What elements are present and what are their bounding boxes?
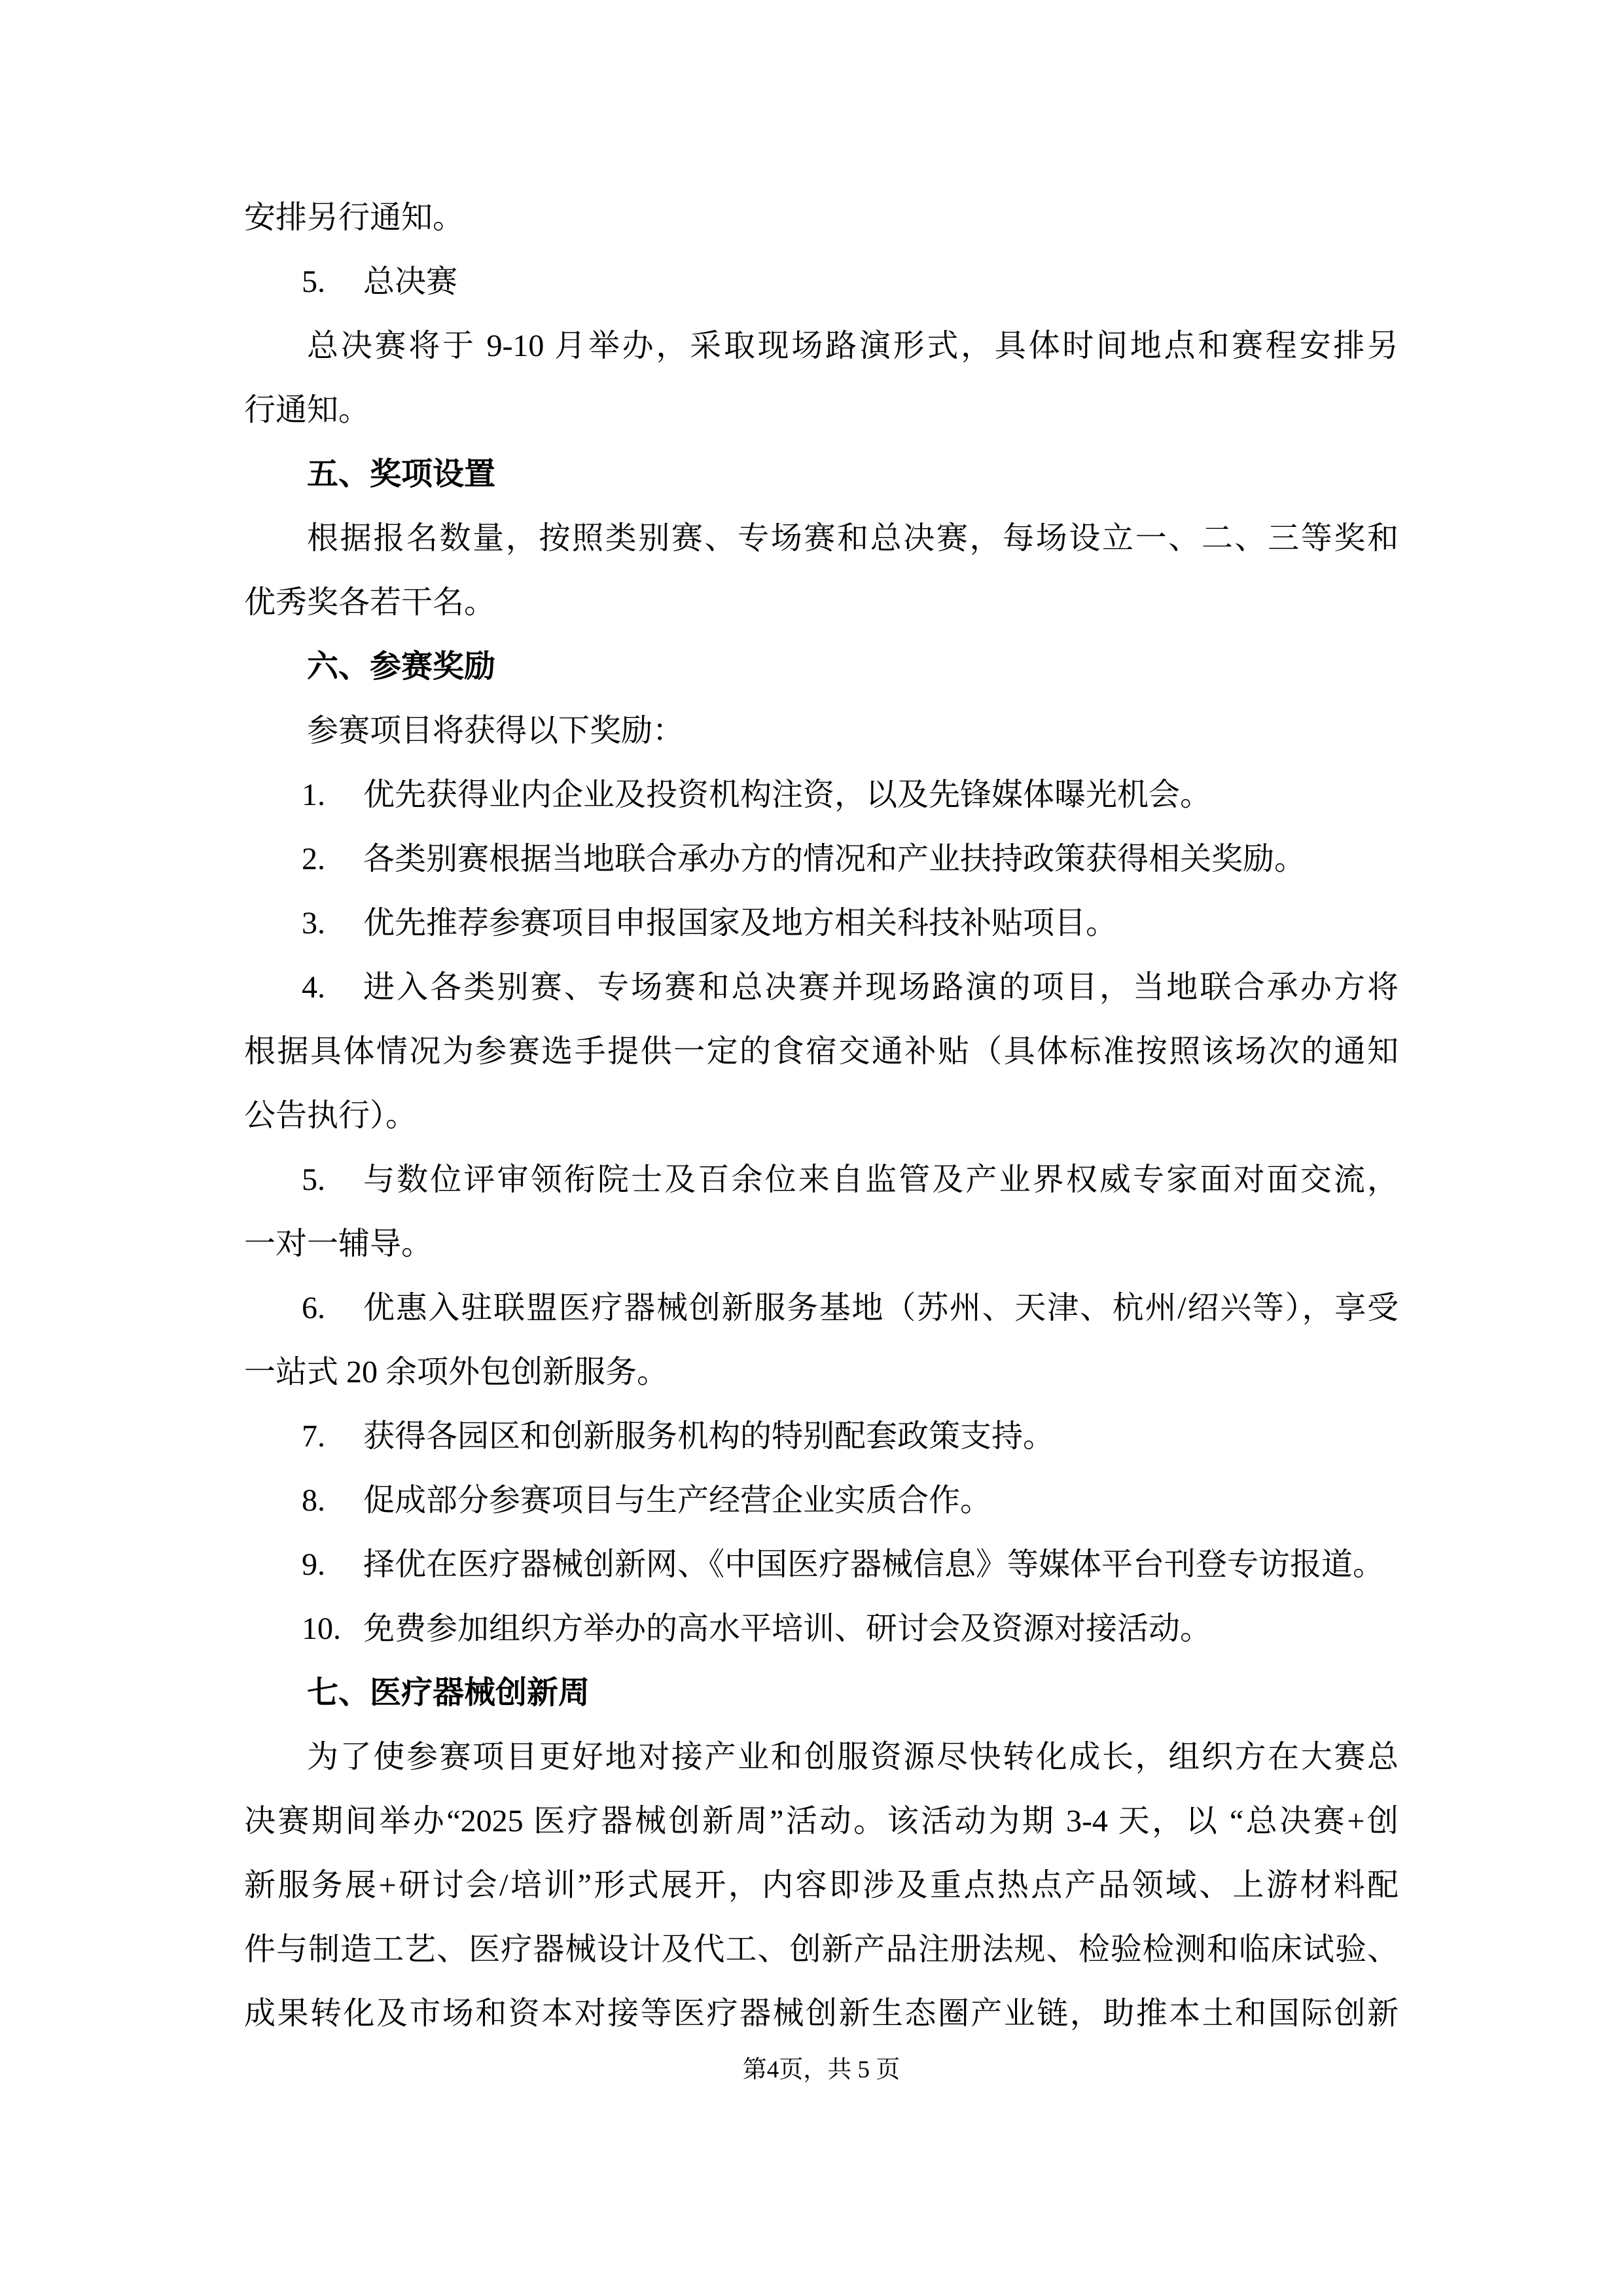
page-number-footer: 第4页，共 5 页	[742, 2056, 901, 2083]
list-item-number: 5.	[302, 264, 325, 299]
list-item-number: 9.	[302, 1547, 325, 1582]
list-item-number: 5.	[302, 1162, 325, 1197]
list-item	[244, 250, 1399, 314]
text-line: 公告执行）。	[244, 1098, 418, 1133]
text-line: 为了使参赛项目更好地对接产业和创服资源尽快转化成长，组织方在大赛总	[307, 1740, 1399, 1774]
list-item	[244, 1597, 1399, 1661]
list-item	[244, 1533, 1399, 1597]
list-item	[244, 1405, 1399, 1469]
text-line: 一对一辅导。	[244, 1227, 433, 1261]
text-line: 件与制造工艺、医疗器械设计及代工、创新产品注册法规、检验检测和临床试验、	[244, 1932, 1399, 1967]
text-line: 根据具体情况为参赛选手提供一定的食宿交通补贴（具体标准按照该场次的通知	[244, 1034, 1399, 1069]
list-item-text: 进入各类别赛、专场赛和总决赛并现场路演的项目，当地联合承办方将	[363, 970, 1399, 1005]
list-item-text: 优先推荐参赛项目申报国家及地方相关科技补贴项目。	[363, 906, 1118, 941]
list-item-text: 免费参加组织方举办的高水平培训、研讨会及资源对接活动。	[363, 1611, 1212, 1646]
text-line: 参赛项目将获得以下奖励：	[307, 713, 685, 748]
list-item-number: 8.	[302, 1483, 325, 1518]
list-item-text: 促成部分参赛项目与生产经营企业实质合作。	[363, 1483, 992, 1518]
list-item-number: 2.	[302, 842, 325, 876]
list-item	[244, 827, 1399, 891]
text-line: 根据报名数量，按照类别赛、专场赛和总决赛，每场设立一、二、三等奖和	[307, 521, 1399, 556]
list-item-text: 各类别赛根据当地联合承办方的情况和产业扶持政策获得相关奖励。	[363, 842, 1306, 876]
list-item-number: 3.	[302, 906, 325, 941]
text-line: 新服务展+研讨会/培训”形式展开，内容即涉及重点热点产品领域、上游材料配	[244, 1868, 1399, 1903]
list-item-text: 优惠入驻联盟医疗器械创新服务基地（苏州、天津、杭州/绍兴等），享受	[363, 1291, 1399, 1325]
text-line: 优秀奖各若干名。	[244, 585, 496, 620]
section-heading-rewards: 六、参赛奖励	[307, 649, 496, 684]
list-item-number: 10.	[302, 1611, 341, 1646]
text-line: 一站式 20 余项外包创新服务。	[244, 1355, 669, 1390]
text-line: 安排另行通知。	[244, 200, 465, 235]
list-item	[244, 1148, 1399, 1212]
list-item	[244, 891, 1399, 956]
text-line: 总决赛将于 9-10 月举办，采取现场路演形式，具体时间地点和赛程安排另	[307, 329, 1399, 363]
list-item-number: 1.	[302, 778, 325, 812]
section-heading-awards: 五、奖项设置	[307, 457, 496, 492]
text-line: 成果转化及市场和资本对接等医疗器械创新生态圈产业链，助推本土和国际创新	[244, 1996, 1399, 2031]
list-item-text: 优先获得业内企业及投资机构注资，以及先锋媒体曝光机会。	[363, 778, 1212, 812]
list-item-number: 7.	[302, 1419, 325, 1454]
text-line: 决赛期间举办“2025 医疗器械创新周”活动。该活动为期 3-4 天，以 “总决赛+创	[244, 1804, 1399, 1839]
list-item-text: 择优在医疗器械创新网、《中国医疗器械信息》等媒体平台刊登专访报道。	[363, 1547, 1385, 1582]
list-item-number: 4.	[302, 970, 325, 1005]
text-line: 行通知。	[244, 393, 370, 427]
list-item-text: 获得各园区和创新服务机构的特别配套政策支持。	[363, 1419, 1055, 1454]
list-item	[244, 763, 1399, 827]
section-heading-innovation-week: 七、医疗器械创新周	[307, 1676, 590, 1710]
list-item	[244, 956, 1399, 1020]
list-item	[244, 1469, 1399, 1533]
list-item-number: 6.	[302, 1291, 325, 1325]
list-item	[244, 1276, 1399, 1340]
list-item-text: 总决赛	[363, 264, 458, 299]
document-body	[244, 186, 1399, 2046]
list-item-text: 与数位评审领衔院士及百余位来自监管及产业界权威专家面对面交流，	[363, 1162, 1399, 1197]
